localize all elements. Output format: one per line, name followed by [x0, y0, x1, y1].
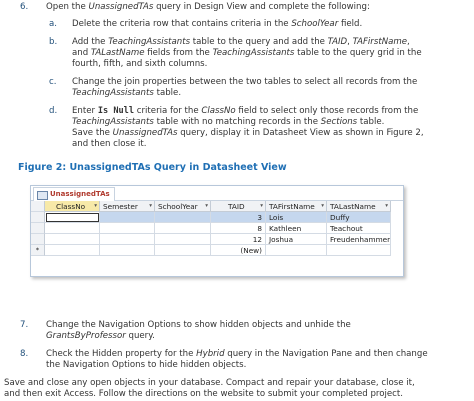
query-tab[interactable]	[33, 187, 115, 201]
field-name: TAFirstName	[352, 37, 408, 47]
text-run: table with no matching records in the	[153, 117, 321, 127]
table-cell[interactable]	[100, 212, 155, 223]
record-selector[interactable]	[31, 212, 45, 223]
table-name: TeachingAssistants	[212, 48, 295, 58]
step-7-line1: Change the Navigation Options to show hidden objects and unhide the	[46, 320, 351, 330]
text-run: query in Design View and complete the following:	[153, 2, 370, 12]
query-name: UnassignedTAs	[112, 128, 178, 138]
table-cell[interactable]: 12	[211, 234, 266, 245]
text-run: Save the	[72, 128, 113, 138]
dropdown-arrow-icon[interactable]: ▾	[149, 203, 152, 209]
text-run: table to the query grid in the	[294, 48, 422, 58]
table-cell[interactable]: Teachout	[327, 223, 391, 234]
table-cell[interactable]: Lois	[266, 212, 327, 223]
dropdown-arrow-icon[interactable]: ▾	[260, 203, 263, 209]
column-header-label: SchoolYear	[158, 202, 198, 211]
column-header-label: TAFirstName	[269, 202, 315, 211]
table-cell[interactable]	[100, 245, 155, 256]
column-header-talastname[interactable]	[327, 201, 391, 212]
table-cell[interactable]	[266, 245, 327, 256]
figure-title: Figure 2: UnassignedTAs Query in Datasheet View	[18, 162, 287, 173]
text-run: ,	[347, 37, 353, 47]
step-8-line1	[46, 349, 428, 360]
step-6b-line1	[72, 37, 410, 48]
table-cell[interactable]: 8	[211, 223, 266, 234]
step-6c-line1: Change the join properties between the two tables to select all records from the	[72, 77, 418, 87]
field-name: SchoolYear	[291, 19, 339, 29]
query-name: Hybrid	[196, 349, 225, 359]
table-cell[interactable]	[100, 223, 155, 234]
column-header-label: ClassNo	[56, 202, 86, 211]
closing-line1: Save and close any open objects in your database. Compact and repair your database, close it,	[4, 378, 415, 388]
step-6d-letter: d.	[49, 106, 58, 116]
datasheet-window	[30, 185, 404, 277]
table-cell[interactable]: Freudenhammer	[327, 234, 391, 245]
field-name: TAID	[327, 37, 348, 47]
step-7-number: 7.	[20, 320, 29, 330]
table-cell[interactable]	[327, 245, 391, 256]
query-icon	[37, 191, 48, 200]
text-run: query, display it in Datasheet View as shown in Figure 2,	[177, 128, 424, 138]
dropdown-arrow-icon[interactable]: ▾	[205, 203, 208, 209]
column-header-semester[interactable]	[100, 201, 155, 212]
document-tab-strip	[31, 186, 403, 201]
query-tab-label: UnassignedTAs	[50, 190, 110, 198]
text-run: query in the Navigation Pane and then change	[224, 349, 428, 359]
step-6a-text	[72, 19, 362, 30]
dropdown-arrow-icon[interactable]: ▾	[385, 203, 388, 209]
step-6d-line1	[72, 106, 418, 117]
text-run: field.	[338, 19, 363, 29]
step-6-number: 6.	[20, 2, 29, 12]
table-cell[interactable]	[45, 212, 100, 223]
table-name: TeachingAssistants	[72, 117, 154, 127]
step-6b-letter: b.	[49, 37, 58, 47]
step-6c-letter: c.	[49, 77, 57, 87]
table-cell[interactable]	[155, 223, 211, 234]
table-cell[interactable]	[45, 223, 100, 234]
column-header-label: TAID	[228, 202, 245, 211]
column-header-taid[interactable]	[211, 201, 266, 212]
table-cell[interactable]	[155, 245, 211, 256]
text-run: table to the query and add the	[190, 37, 328, 47]
record-selector[interactable]	[31, 234, 45, 245]
column-header-classno[interactable]	[45, 201, 100, 212]
step-6d-line3	[72, 128, 424, 139]
text-run: field to select only those records from the	[235, 106, 419, 116]
closing-line2: and then exit Access. Follow the directions on the website to submit your completed project.	[4, 389, 404, 399]
table-cell[interactable]: Joshua	[266, 234, 327, 245]
text-run: Add the	[72, 37, 109, 47]
step-6b-line3: fourth, fifth, and sixth columns.	[72, 59, 208, 69]
text-run: Check the Hidden property for the	[46, 349, 197, 359]
table-cell[interactable]	[100, 234, 155, 245]
text-run: table.	[357, 117, 385, 127]
text-run: ,	[407, 37, 410, 47]
query-name: UnassignedTAs	[88, 2, 154, 12]
step-6d-line2	[72, 117, 384, 128]
text-run: table.	[153, 88, 182, 98]
table-cell[interactable]: Duffy	[327, 212, 391, 223]
step-8-number: 8.	[20, 349, 29, 359]
text-run: Delete the criteria row that contains criteria in the	[72, 19, 292, 29]
table-name: TeachingAssistants	[72, 88, 154, 98]
table-cell[interactable]	[155, 234, 211, 245]
text-run: and	[72, 48, 91, 58]
table-name: TeachingAssistants	[108, 37, 191, 47]
step-6c-line2	[72, 88, 181, 99]
table-cell[interactable]: Kathleen	[266, 223, 327, 234]
column-header-tafirstname[interactable]	[266, 201, 327, 212]
table-cell[interactable]	[155, 212, 211, 223]
field-name: ClassNo	[201, 106, 236, 116]
step-6-text	[46, 2, 370, 13]
table-cell[interactable]	[45, 234, 100, 245]
text-run: Enter	[72, 106, 98, 116]
table-cell[interactable]	[45, 245, 100, 256]
text-run: criteria for the	[134, 106, 202, 116]
record-selector[interactable]	[31, 223, 45, 234]
new-record-marker[interactable]: *	[31, 245, 45, 256]
text-run: Open the	[46, 2, 89, 12]
text-run: query.	[125, 331, 155, 341]
column-header-schoolyear[interactable]	[155, 201, 211, 212]
dropdown-arrow-icon[interactable]: ▾	[321, 203, 324, 209]
new-record-cell[interactable]: (New)	[211, 245, 266, 256]
step-6a-letter: a.	[49, 19, 57, 29]
step-6b-line2	[72, 48, 422, 59]
step-8-line2: the Navigation Options to hide hidden objects.	[46, 360, 247, 370]
table-name: Sections	[320, 117, 358, 127]
step-6d-line4: and then close it.	[72, 139, 147, 149]
column-header-label: TALastName	[330, 202, 376, 211]
query-name: GrantsByProfessor	[46, 331, 126, 341]
text-run: fields from the	[144, 48, 213, 58]
dropdown-arrow-icon[interactable]: ▾	[94, 203, 97, 209]
step-7-line2	[46, 331, 155, 342]
field-name: TALastName	[90, 48, 145, 58]
column-header-label: Semester	[103, 202, 138, 211]
table-cell[interactable]: 3	[211, 212, 266, 223]
select-all-corner[interactable]	[31, 201, 45, 212]
criteria-code: Is Null	[97, 106, 135, 116]
